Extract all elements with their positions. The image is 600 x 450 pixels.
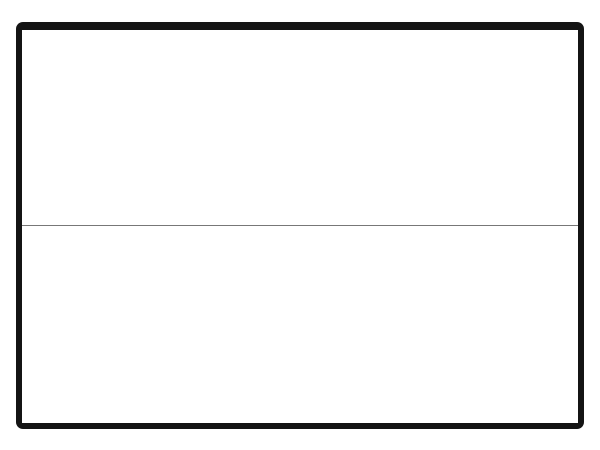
spiral-binding — [22, 213, 578, 238]
binding-line — [22, 225, 578, 226]
bottom-page — [22, 238, 578, 423]
top-page — [22, 30, 578, 213]
